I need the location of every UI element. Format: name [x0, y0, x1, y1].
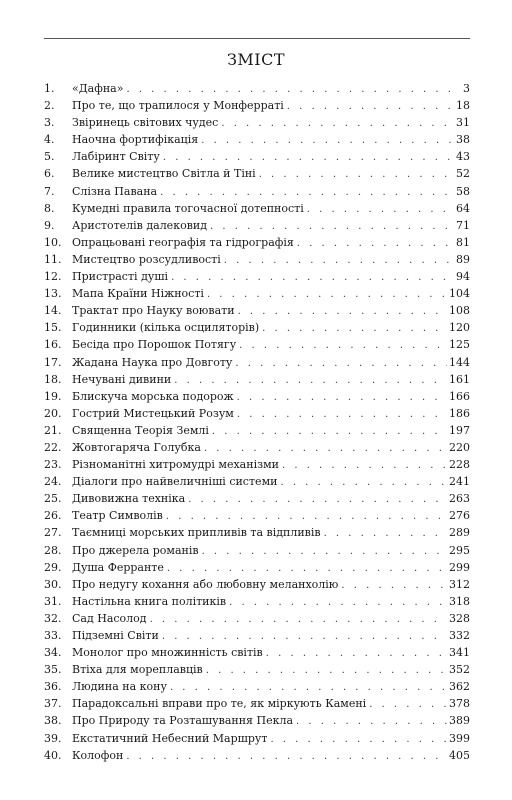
toc-entry-page: 312 [449, 577, 470, 591]
toc-entry-number: 16. [44, 338, 62, 352]
toc-entry-title: Мистецтво розсудливості [72, 252, 221, 266]
toc-entry-page: 186 [449, 406, 470, 420]
dot-leader [259, 166, 454, 182]
toc-entry-number: 39. [44, 731, 62, 745]
dot-leader [239, 337, 447, 353]
toc-entry[interactable] [44, 661, 470, 678]
toc-entry-number: 25. [44, 492, 62, 506]
toc-entry-page: 318 [449, 594, 470, 608]
toc-entry-page: 52 [456, 167, 470, 181]
toc-entry-page: 31 [456, 116, 470, 130]
dot-leader [282, 457, 447, 473]
toc-entry-title: Екстатичний Небесний Маршрут [72, 731, 268, 745]
toc-entry-number: 20. [44, 406, 62, 420]
toc-entry-page: 328 [449, 611, 470, 625]
toc-entry[interactable] [44, 644, 470, 661]
dot-leader [341, 577, 447, 593]
toc-entry-page: 89 [456, 252, 470, 266]
dot-leader [237, 389, 447, 405]
page-title: ЗМІСТ [226, 50, 286, 69]
toc-entry-number: 12. [44, 270, 62, 284]
toc-entry-number: 10. [44, 235, 62, 249]
dot-leader [166, 508, 447, 524]
dot-leader [238, 303, 447, 319]
toc-entry-page: 352 [449, 663, 470, 677]
toc-entry-number: 40. [44, 748, 62, 762]
toc-entry-page: 38 [456, 133, 470, 147]
dot-leader [170, 679, 447, 695]
toc-entry-number: 27. [44, 526, 62, 540]
toc-entry-number: 35. [44, 663, 62, 677]
toc-entry-number: 15. [44, 321, 62, 335]
toc-entry[interactable] [44, 200, 470, 217]
toc-entry[interactable] [44, 542, 470, 559]
dot-leader [224, 252, 454, 268]
dot-leader [204, 440, 447, 456]
toc-entry-number: 31. [44, 594, 62, 608]
toc-entry-title: Про джерела романів [72, 543, 199, 557]
dot-leader [296, 713, 447, 729]
dot-leader [229, 594, 447, 610]
dot-leader [171, 269, 454, 285]
toc-entry-number: 2. [44, 99, 55, 113]
toc-entry-title: Дивовижна техніка [72, 492, 186, 506]
toc-entry-page: 378 [449, 697, 470, 711]
toc-entry[interactable] [44, 593, 470, 610]
toc-entry-page: 94 [456, 270, 470, 284]
dot-leader [207, 286, 447, 302]
toc-entry-title: Велике мистецтво Світла й Тіні [72, 167, 256, 181]
toc-entry-number: 26. [44, 509, 62, 523]
toc-entry-page: 241 [449, 475, 470, 489]
toc-entry[interactable] [44, 490, 470, 507]
toc-entry[interactable] [44, 456, 470, 473]
dot-leader [270, 731, 447, 747]
toc-entry-number: 18. [44, 372, 62, 386]
toc-entry[interactable] [44, 507, 470, 524]
toc-entry-title: Блискуча морська подорож [72, 389, 234, 403]
dot-leader [174, 372, 447, 388]
toc-entry-page: 228 [449, 458, 470, 472]
dot-leader [266, 645, 447, 661]
toc-entry-page: 43 [456, 150, 470, 164]
toc-entry-number: 8. [44, 201, 55, 215]
toc-entry-title: Діалоги про найвеличніші системи [72, 475, 278, 489]
toc-entry-page: 18 [456, 99, 470, 113]
dot-leader [126, 748, 447, 764]
toc-entry-number: 22. [44, 440, 62, 454]
dot-leader [221, 115, 454, 131]
toc-entry-title: Лабіринт Світу [72, 150, 160, 164]
toc-entry-page: 362 [449, 680, 470, 694]
dot-leader [324, 525, 447, 541]
dot-leader [237, 406, 447, 422]
toc-entry-number: 37. [44, 697, 62, 711]
toc-entry[interactable] [44, 336, 470, 353]
toc-entry-number: 24. [44, 475, 62, 489]
toc-entry-page: 3 [463, 82, 470, 95]
toc-entry[interactable] [44, 559, 470, 576]
dot-leader [280, 474, 447, 490]
toc-entry[interactable] [44, 131, 470, 148]
toc-entry[interactable] [44, 217, 470, 234]
toc-entry-title: Гострий Мистецький Розум [72, 406, 234, 420]
dot-leader [235, 355, 447, 371]
toc-entry-title: Сад Насолод [72, 611, 147, 625]
toc-entry-page: 295 [449, 543, 470, 557]
toc-entry-title: Театр Символів [72, 509, 163, 523]
toc-entry-number: 9. [44, 218, 55, 232]
toc-entry-number: 32. [44, 611, 62, 625]
dot-leader [126, 81, 461, 97]
toc-entry[interactable] [44, 148, 470, 165]
toc-entry[interactable] [44, 354, 470, 371]
toc-entry-page: 166 [449, 389, 470, 403]
toc-entry-title: Священна Теорія Землі [72, 423, 209, 437]
dot-leader [160, 184, 454, 200]
toc-entry-title: Наочна фортифікація [72, 133, 199, 147]
toc-entry-title: Трактат про Науку воювати [72, 304, 235, 318]
toc-entry-title: Жовтогаряча Голубка [72, 440, 201, 454]
toc-entry-title: Годинники (кілька осциляторів) [72, 321, 260, 335]
dot-leader [307, 201, 454, 217]
toc-entry-number: 36. [44, 680, 62, 694]
toc-entry-page: 276 [449, 509, 470, 523]
toc-entry-title: Мапа Країни Ніжності [72, 287, 204, 301]
table-of-contents [44, 80, 470, 764]
toc-entry-page: 289 [449, 526, 470, 540]
toc-entry-title: Колофон [72, 748, 124, 762]
toc-entry-number: 34. [44, 646, 62, 660]
toc-entry-page: 299 [449, 560, 470, 574]
toc-entry-number: 6. [44, 167, 55, 181]
toc-entry-number: 21. [44, 423, 62, 437]
dot-leader [210, 218, 454, 234]
dot-leader [167, 560, 447, 576]
toc-entry-page: 389 [449, 714, 470, 728]
toc-entry-title: Кумедні правила тогочасної дотепності [72, 201, 304, 215]
toc-entry-title: Монолог про множинність світів [72, 646, 263, 660]
dot-leader [150, 611, 447, 627]
toc-entry-title: Пристрасті душі [72, 270, 169, 284]
toc-entry[interactable] [44, 712, 470, 729]
toc-entry-title: Парадоксальні вправи про те, як міркують Камені [72, 697, 367, 711]
toc-entry-page: 405 [449, 748, 470, 762]
dot-leader [369, 696, 447, 712]
toc-entry-page: 399 [449, 731, 470, 745]
toc-entry[interactable] [44, 439, 470, 456]
toc-entry-title: Жадана Наука про Довготу [72, 355, 233, 369]
toc-entry-page: 197 [449, 423, 470, 437]
dot-leader [202, 543, 447, 559]
toc-entry-number: 13. [44, 287, 62, 301]
toc-entry[interactable] [44, 371, 470, 388]
toc-entry-title: Різноманітні хитромудрі механізми [72, 458, 279, 472]
dot-leader [297, 235, 454, 251]
dot-leader [287, 98, 454, 114]
toc-entry-number: 7. [44, 184, 55, 198]
toc-entry[interactable] [44, 319, 470, 336]
toc-entry[interactable] [44, 405, 470, 422]
toc-entry-page: 125 [449, 338, 470, 352]
toc-entry-title: «Дафна» [72, 82, 124, 95]
toc-entry[interactable] [44, 576, 470, 593]
toc-entry-number: 14. [44, 304, 62, 318]
toc-entry-title: Підземні Світи [72, 629, 159, 642]
toc-entry[interactable] [44, 302, 470, 319]
toc-entry[interactable] [44, 730, 470, 747]
toc-entry[interactable] [44, 627, 470, 644]
toc-entry-number: 29. [44, 560, 62, 574]
toc-entry[interactable] [44, 251, 470, 268]
toc-entry-number: 5. [44, 150, 55, 164]
toc-entry-title: Людина на кону [72, 680, 167, 694]
dot-leader [163, 149, 454, 165]
toc-entry-number: 1. [44, 82, 55, 95]
toc-entry-page: 120 [449, 321, 470, 335]
dot-leader [162, 628, 447, 644]
toc-entry-title: Душа Ферранте [72, 560, 164, 574]
toc-entry-page: 332 [449, 629, 470, 642]
toc-entry[interactable] [44, 747, 470, 764]
toc-entry-title: Аристотелів далековид [72, 218, 207, 232]
toc-entry-number: 23. [44, 458, 62, 472]
toc-entry[interactable] [44, 80, 470, 97]
toc-entry[interactable] [44, 234, 470, 251]
toc-entry-title: Звіринець світових чудес [72, 116, 219, 130]
toc-entry[interactable] [44, 422, 470, 439]
dot-leader [262, 320, 447, 336]
toc-entry-title: Настільна книга політиків [72, 594, 227, 608]
toc-entry[interactable] [44, 695, 470, 712]
toc-entry[interactable] [44, 285, 470, 302]
toc-entry[interactable] [44, 524, 470, 541]
toc-entry-page: 104 [449, 287, 470, 301]
dot-leader [188, 491, 447, 507]
toc-entry[interactable] [44, 610, 470, 627]
toc-entry-page: 144 [449, 355, 470, 369]
toc-entry-number: 38. [44, 714, 62, 728]
toc-entry-title: Нечувані дивини [72, 372, 172, 386]
toc-entry-title: Таємниці морських припливів та відпливів [72, 526, 321, 540]
toc-entry[interactable] [44, 165, 470, 182]
toc-entry-title: Втіха для мореплавців [72, 663, 203, 677]
toc-entry[interactable] [44, 114, 470, 131]
toc-entry-title: Слізна Павана [72, 184, 158, 198]
toc-entry-number: 3. [44, 116, 55, 130]
dot-leader [206, 662, 447, 678]
toc-entry-page: 108 [449, 304, 470, 318]
toc-entry-title: Про недугу кохання або любовну меланхолію [72, 577, 339, 591]
toc-entry-number: 28. [44, 543, 62, 557]
dot-leader [212, 423, 447, 439]
toc-entry[interactable] [44, 183, 470, 200]
toc-entry-page: 263 [449, 492, 470, 506]
toc-entry-page: 81 [456, 235, 470, 249]
dot-leader [201, 132, 454, 148]
toc-entry-number: 33. [44, 629, 62, 642]
toc-entry-page: 161 [449, 372, 470, 386]
toc-entry-title: Бесіда про Порошок Потягу [72, 338, 237, 352]
toc-entry-page: 64 [456, 201, 470, 215]
toc-entry-page: 71 [456, 218, 470, 232]
toc-entry-number: 4. [44, 133, 55, 147]
toc-entry-page: 220 [449, 440, 470, 454]
toc-entry[interactable] [44, 678, 470, 695]
toc-entry-title: Про Природу та Розташування Пекла [72, 714, 294, 728]
toc-entry-number: 11. [44, 252, 62, 266]
toc-entry-number: 17. [44, 355, 62, 369]
toc-entry-number: 19. [44, 389, 62, 403]
toc-entry[interactable] [44, 473, 470, 490]
toc-entry-title: Опрацьовані географія та гідрографія [72, 235, 294, 249]
toc-entry-page: 58 [456, 184, 470, 198]
toc-entry-title: Про те, що трапилося у Монферраті [72, 99, 284, 113]
toc-entry-number: 30. [44, 577, 62, 591]
toc-entry-page: 341 [449, 646, 470, 660]
toc-entry[interactable] [44, 97, 470, 114]
toc-entry[interactable] [44, 388, 470, 405]
toc-entry[interactable] [44, 268, 470, 285]
top-rule [44, 38, 470, 39]
